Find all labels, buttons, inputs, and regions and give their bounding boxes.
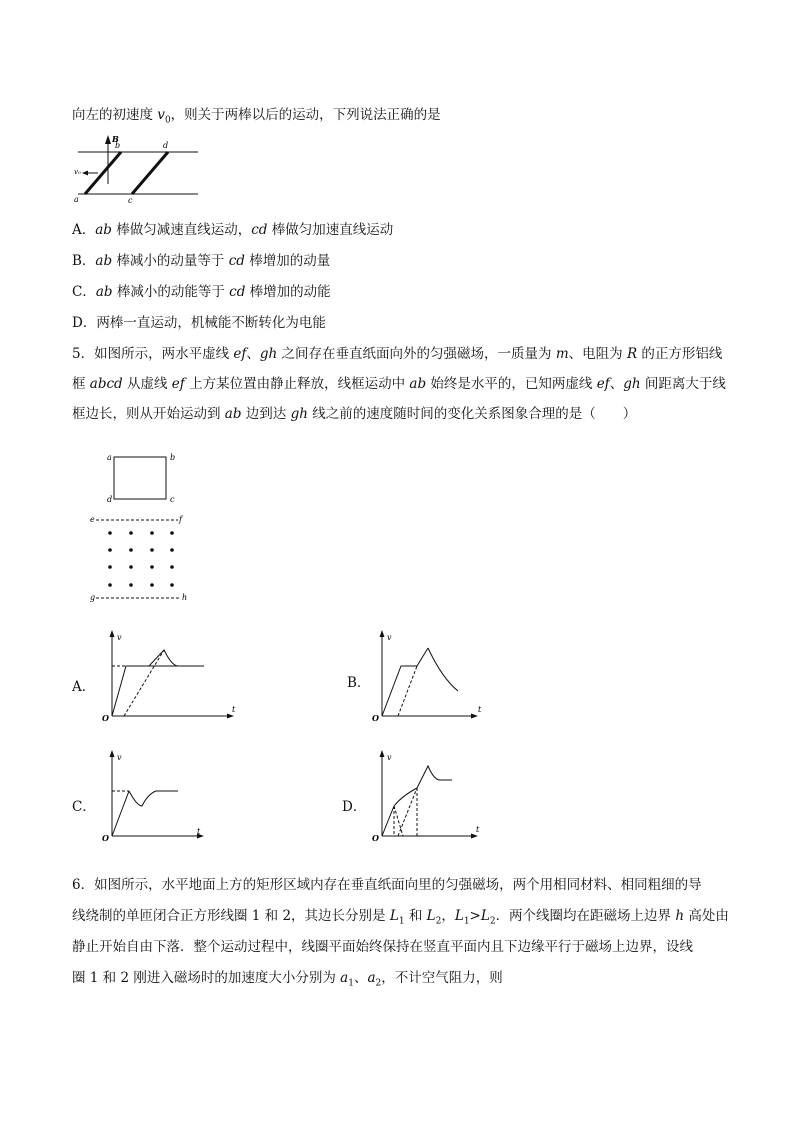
text-run: 、 bbox=[246, 346, 260, 362]
option-c-label: C． bbox=[72, 799, 96, 815]
q5-line bbox=[72, 402, 636, 422]
subscript: 2 bbox=[375, 978, 382, 989]
q4-option-d[interactable] bbox=[72, 311, 326, 331]
text-run: 框 bbox=[72, 376, 90, 392]
subscript: 1 bbox=[348, 978, 354, 989]
text-run: 、 bbox=[609, 376, 624, 392]
graph-a bbox=[100, 628, 240, 723]
text-run: 上方某位置由静止释放，线框运动中 bbox=[184, 376, 410, 392]
q4-option-c[interactable] bbox=[72, 280, 331, 300]
subscript: 2 bbox=[435, 916, 442, 927]
svg-text:t: t bbox=[197, 827, 201, 836]
math-symbol: L bbox=[389, 908, 399, 924]
svg-text:O: O bbox=[102, 833, 109, 843]
q5-line bbox=[72, 342, 722, 362]
text-run: 间距离大于线 bbox=[640, 376, 726, 392]
rod-cd bbox=[132, 152, 168, 194]
math-symbol: gh bbox=[259, 346, 278, 362]
text-run: 6．如图所示，水平地面上方的矩形区域内存在垂直纸面向里的匀强磁场，两个用相同材料、相同粗细的导 bbox=[72, 877, 702, 893]
svg-text:t: t bbox=[232, 705, 236, 714]
text-run: 棒做匀减速直线运动， bbox=[111, 222, 252, 238]
label-d: d bbox=[107, 495, 113, 504]
option-letter: B． bbox=[72, 253, 96, 269]
field-dot bbox=[108, 548, 112, 552]
field-dot bbox=[150, 565, 154, 569]
text-run: 棒减小的动量等于 bbox=[112, 253, 229, 269]
label-f: f bbox=[179, 515, 182, 524]
math-symbol: ab bbox=[95, 222, 112, 238]
text-run: > bbox=[469, 908, 481, 924]
text-run: 棒增加的动能 bbox=[245, 284, 331, 300]
math-symbol: abcd bbox=[89, 376, 123, 392]
q6-line bbox=[72, 904, 729, 927]
text-run: ， bbox=[441, 908, 455, 924]
text-run: 棒增加的动量 bbox=[244, 253, 331, 269]
field-dot bbox=[129, 531, 133, 535]
q6-line bbox=[72, 873, 702, 893]
text-run: ．两个线圈均在距磁场上边界 bbox=[495, 908, 676, 924]
field-dot bbox=[150, 531, 154, 535]
graph-b bbox=[372, 628, 512, 723]
field-dot bbox=[108, 531, 112, 535]
math-symbol: ab bbox=[95, 253, 113, 269]
field-dot bbox=[108, 583, 112, 587]
option-letter: C． bbox=[72, 284, 96, 300]
math-symbol: m bbox=[555, 346, 569, 362]
math-symbol: gh bbox=[623, 376, 641, 392]
q5-line bbox=[72, 372, 726, 392]
text-run: 圈 1 和 2 刚进入磁场时的加速度大小分别为 bbox=[72, 970, 341, 986]
text-run: 从虚线 bbox=[122, 376, 172, 392]
math-symbol: cd bbox=[228, 253, 245, 269]
field-dot bbox=[129, 565, 133, 569]
graph-c bbox=[100, 748, 240, 843]
b-field-arrowhead bbox=[105, 135, 111, 144]
math-symbol: gh bbox=[290, 406, 308, 422]
field-dot bbox=[170, 531, 174, 535]
text-run: 的正方形铝线 bbox=[637, 346, 723, 362]
option-letter: A． bbox=[72, 222, 96, 238]
label-h: h bbox=[182, 593, 188, 602]
q6-line bbox=[72, 935, 693, 955]
svg-text:v: v bbox=[387, 753, 392, 762]
text-run: 5．如图所示，两水平虚线 bbox=[72, 346, 234, 362]
q4-rail-figure bbox=[72, 132, 202, 206]
label-b: b bbox=[170, 453, 176, 462]
option-d-label: D． bbox=[342, 799, 367, 815]
field-dot bbox=[108, 565, 112, 569]
math-symbol: R bbox=[626, 346, 638, 362]
q5-frame-field-figure bbox=[86, 445, 196, 605]
label-a: a bbox=[74, 195, 79, 204]
field-dot bbox=[129, 548, 133, 552]
label-d: d bbox=[163, 141, 169, 150]
text-run: 、电阻为 bbox=[568, 346, 627, 362]
text-run: 高处由 bbox=[684, 908, 729, 924]
math-symbol: L bbox=[454, 908, 464, 924]
text-run: 棒减小的动能等于 bbox=[112, 284, 230, 300]
math-symbol: ef bbox=[233, 346, 247, 362]
label-c: c bbox=[170, 495, 175, 504]
subscript: 1 bbox=[463, 916, 470, 927]
text-run: 之间存在垂直纸面向外的匀强磁场，一质量为 bbox=[277, 346, 556, 362]
option-letter: D． bbox=[72, 315, 97, 331]
math-symbol: a bbox=[367, 970, 376, 986]
label-v0: v₀ bbox=[74, 168, 81, 176]
text-run: 静止开始自由下落．整个运动过程中，线圈平面始终保持在竖直平面内且下边缘平行于磁场上边界，设线 bbox=[72, 939, 693, 955]
text-run: 、 bbox=[353, 970, 368, 986]
field-dot bbox=[150, 548, 154, 552]
math-symbol: L bbox=[426, 908, 436, 924]
q4-stem: 向左的初速度 $v_0$，则关于两棒以后的运动，下列说法正确的是 bbox=[72, 107, 441, 126]
math-symbol: h bbox=[675, 908, 685, 924]
v0-symbol: v bbox=[157, 107, 165, 123]
label-b: b bbox=[115, 141, 121, 150]
q6-line bbox=[72, 966, 503, 989]
math-symbol: ab bbox=[224, 406, 242, 422]
svg-text:t: t bbox=[478, 705, 482, 714]
math-symbol: ef bbox=[171, 376, 185, 392]
q4-option-b[interactable] bbox=[72, 249, 330, 269]
label-g: g bbox=[90, 593, 96, 602]
label-e: e bbox=[90, 515, 95, 524]
text-run: 边到达 bbox=[241, 406, 291, 422]
svg-text:O: O bbox=[372, 713, 379, 723]
svg-text:v: v bbox=[387, 633, 392, 642]
square-frame-abcd bbox=[114, 457, 166, 499]
math-symbol: cd bbox=[229, 284, 246, 300]
math-symbol: ef bbox=[596, 376, 610, 392]
text-run: 线之前的速度随时间的变化关系图象合理的是（ ） bbox=[307, 406, 637, 422]
field-dot bbox=[170, 583, 174, 587]
text-run: 两棒一直运动，机械能不断转化为电能 bbox=[96, 315, 326, 331]
svg-text:O: O bbox=[372, 833, 379, 843]
q4-option-a[interactable] bbox=[72, 218, 393, 238]
magnetic-field-dots bbox=[108, 531, 174, 587]
subscript: 1 bbox=[398, 916, 405, 927]
text-run: 棒做匀加速直线运动 bbox=[267, 222, 394, 238]
math-symbol: ab bbox=[95, 284, 113, 300]
text-run: 和 bbox=[404, 908, 427, 924]
graph-d bbox=[372, 748, 512, 843]
option-b-label: B． bbox=[347, 675, 371, 691]
text-run: 线绕制的单匝闭合正方形线圈 1 和 2，其边长分别是 bbox=[72, 908, 390, 924]
math-symbol: a bbox=[340, 970, 349, 986]
field-dot bbox=[170, 565, 174, 569]
label-a: a bbox=[107, 453, 112, 462]
svg-text:t: t bbox=[476, 825, 480, 834]
field-dot bbox=[170, 548, 174, 552]
svg-text:v: v bbox=[117, 753, 122, 762]
field-dot bbox=[129, 583, 133, 587]
field-dot bbox=[150, 583, 154, 587]
text-run: 框边长，则从开始运动到 bbox=[72, 406, 225, 422]
text-run: ，不计空气阻力，则 bbox=[381, 970, 503, 986]
svg-text:O: O bbox=[102, 713, 109, 723]
svg-text:v: v bbox=[117, 633, 122, 642]
math-symbol: L bbox=[480, 908, 490, 924]
option-a-label: A． bbox=[72, 679, 96, 695]
subscript: 2 bbox=[489, 916, 496, 927]
math-symbol: cd bbox=[251, 222, 268, 238]
math-symbol: ab bbox=[409, 376, 427, 392]
label-B: B bbox=[112, 134, 119, 144]
text-run: 始终是水平的，已知两虚线 bbox=[426, 376, 597, 392]
label-c: c bbox=[128, 196, 133, 205]
